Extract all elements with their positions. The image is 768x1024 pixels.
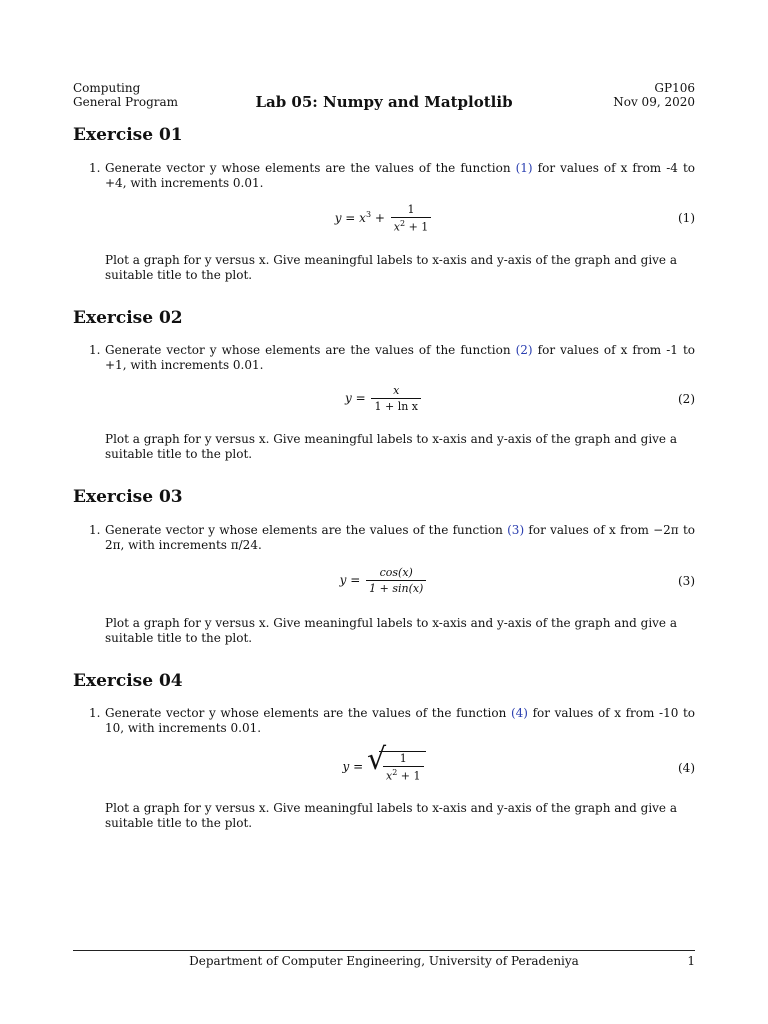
equation-body [0, 566, 768, 595]
footer-divider [73, 950, 695, 951]
intro-text: Generate vector y whose elements are the values of the function [105, 523, 503, 537]
exercise-04-heading: Exercise 04 [73, 671, 183, 691]
equation-4 [0, 742, 768, 787]
equation-body [0, 203, 768, 234]
eq-den-exp: 2 [392, 768, 398, 777]
eq-den-base: x [393, 220, 400, 234]
header-course-area: Computing [73, 81, 141, 95]
item-text [105, 343, 695, 373]
equation-number: (3) [678, 574, 695, 588]
equation-2 [0, 384, 768, 418]
item-number: 1. [89, 343, 101, 357]
equation-number: (2) [678, 392, 695, 406]
exercise-03-plot-instruction: Plot a graph for y versus x. Give meaningful labels to x-axis and y-axis of the graph and give a suitable title to the plot. [105, 616, 678, 645]
eq-lhs: y = [345, 391, 366, 405]
eq-exponent: 3 [365, 209, 372, 219]
item-number: 1. [89, 161, 101, 175]
exercise-04-plot-instruction: Plot a graph for y versus x. Give meaningful labels to x-axis and y-axis of the graph and give a suitable title to the plot. [105, 801, 678, 830]
radical-sign-icon: √ [366, 742, 387, 777]
exercise-03-item [89, 523, 695, 553]
equation-number: (1) [678, 211, 695, 225]
eq-fraction [366, 566, 426, 595]
eq-fraction [383, 752, 424, 783]
intro-text: Generate vector y whose elements are the values of the function [105, 343, 511, 357]
item-text [105, 523, 695, 553]
equation-3 [0, 566, 768, 600]
eq-denominator [383, 766, 424, 783]
exercise-02-plot-instruction: Plot a graph for y versus x. Give meaningful labels to x-axis and y-axis of the graph and give a suitable title to the plot. [105, 432, 678, 461]
exercise-02-heading: Exercise 02 [73, 308, 183, 328]
equation-body [0, 742, 768, 783]
exercise-04-item [89, 706, 695, 736]
exercise-02-item [89, 343, 695, 373]
eq-den-base: x [385, 769, 393, 783]
exercise-01-item [89, 161, 695, 191]
header-right [613, 81, 695, 109]
intro-text-continued: for values of x from -1 to +1, with increments 0.01. [105, 343, 696, 372]
exercise-03-heading: Exercise 03 [73, 487, 183, 507]
header-program: General Program [73, 95, 179, 109]
eq-denominator: 1 + ln x [371, 398, 421, 413]
eq-denominator [391, 217, 432, 234]
intro-text-continued: for values of x from −2π to 2π, with increments π/24. [105, 523, 696, 552]
equation-reference-link[interactable]: (1) [515, 161, 533, 175]
equation-1 [0, 203, 768, 237]
intro-text: Generate vector y whose elements are the values of the function [105, 706, 507, 720]
header-course-code: GP106 [654, 81, 695, 95]
eq-den-rest: + 1 [408, 220, 429, 234]
eq-lhs: y = [339, 573, 361, 587]
item-text [105, 706, 695, 736]
intro-text-continued: for values of x from -10 to 10, with increments 0.01. [105, 706, 695, 735]
document-title: Lab 05: Numpy and Matplotlib [255, 93, 513, 111]
eq-numerator: 1 [407, 203, 415, 216]
eq-lhs: y = [342, 759, 364, 774]
page-number: 1 [687, 954, 695, 968]
equation-number: (4) [678, 761, 695, 775]
footer-department: Department of Computer Engineering, University of Peradeniya [189, 954, 579, 968]
eq-fraction [391, 203, 432, 234]
exercise-01-heading: Exercise 01 [73, 125, 183, 145]
intro-text-continued: for values of x from -4 to +4, with increments 0.01. [105, 161, 696, 190]
eq-plus: + [374, 210, 385, 225]
exercise-01-plot-instruction: Plot a graph for y versus x. Give meaningful labels to x-axis and y-axis of the graph and give a suitable title to the plot. [105, 253, 678, 282]
eq-den-exp: 2 [399, 219, 406, 228]
eq-numerator: 1 [399, 752, 407, 765]
item-number: 1. [89, 706, 101, 720]
eq-lhs: y = x [334, 210, 366, 225]
header-date: Nov 09, 2020 [613, 95, 695, 109]
eq-denominator: 1 + sin(x) [366, 580, 426, 595]
eq-numerator: cos(x) [379, 566, 413, 579]
equation-reference-link[interactable]: (3) [507, 523, 525, 537]
eq-square-root [366, 742, 426, 783]
item-text [105, 161, 695, 191]
eq-numerator: x [393, 384, 400, 397]
equation-reference-link[interactable]: (2) [515, 343, 533, 357]
item-number: 1. [89, 523, 101, 537]
intro-text: Generate vector y whose elements are the values of the function [105, 161, 511, 175]
equation-body [0, 384, 768, 413]
eq-fraction [371, 384, 421, 413]
equation-reference-link[interactable]: (4) [510, 706, 528, 720]
eq-den-rest: + 1 [400, 769, 421, 783]
